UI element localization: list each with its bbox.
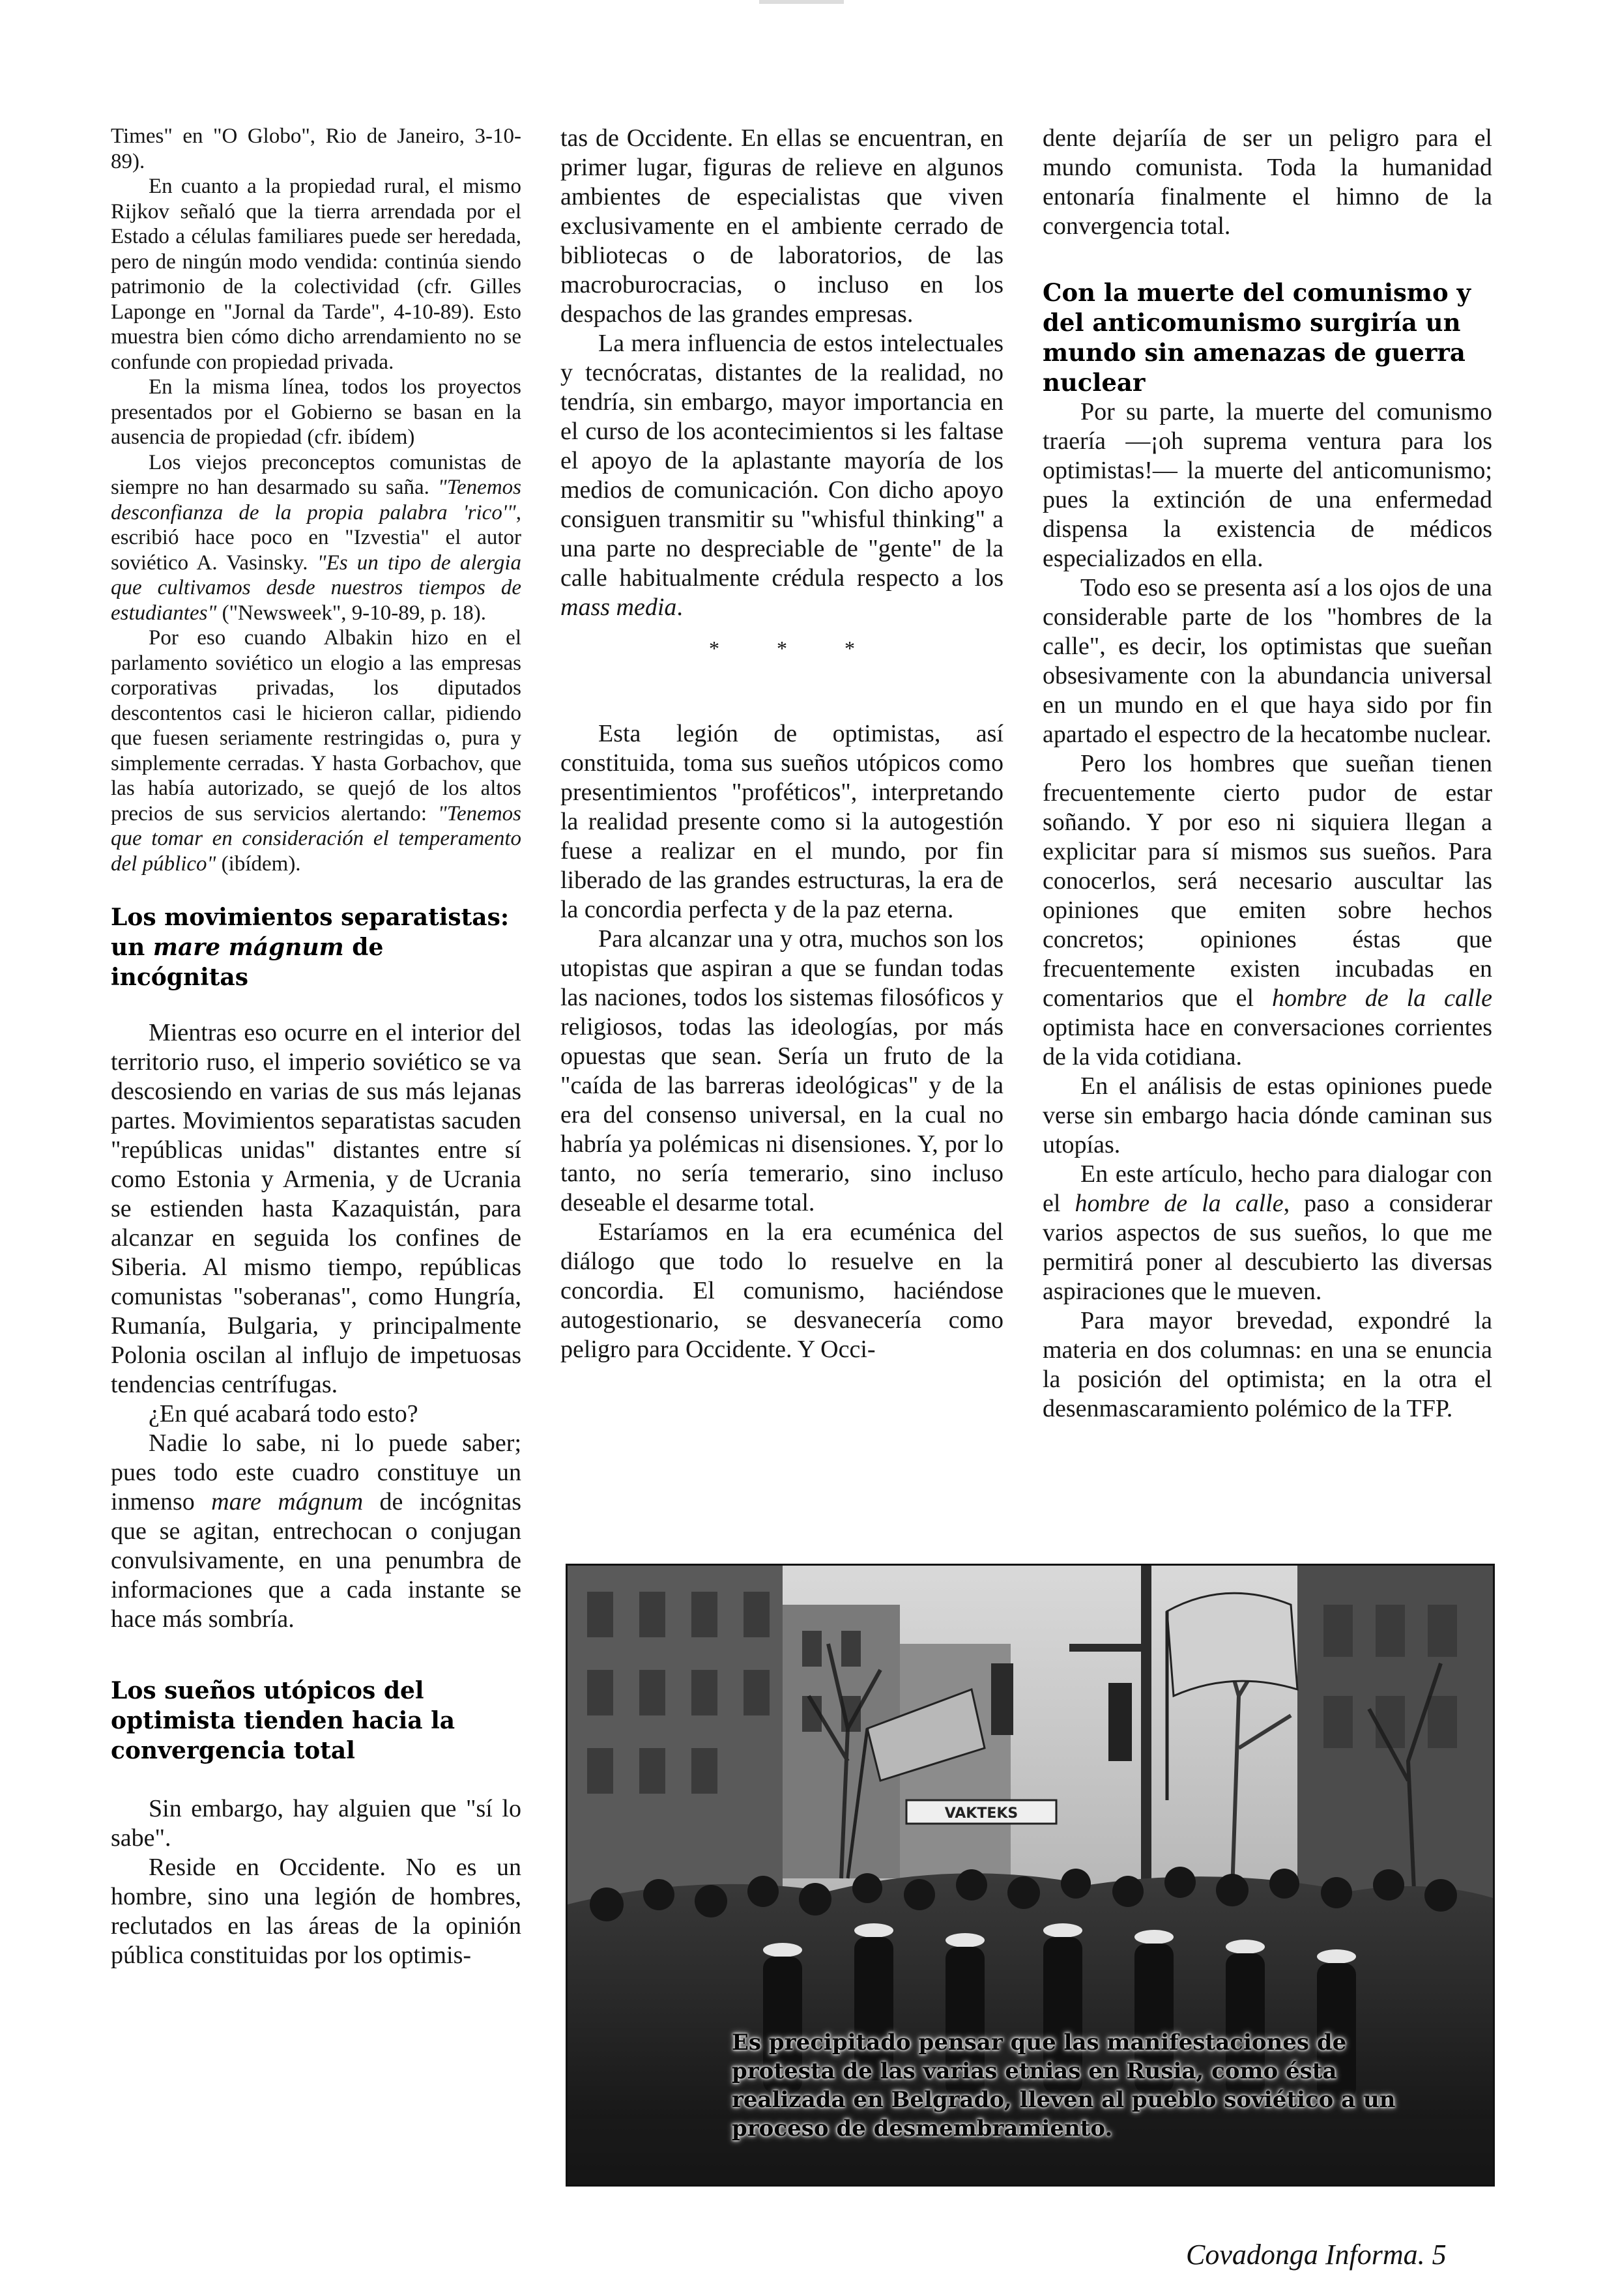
photo-caption: Es precipitado pensar que las manifestaciones de protesta de las varias etnias en Rusia, como ésta realizada en Belgrado, lleven al pueblo soviético a un proceso de desmembramiento.	[732, 2030, 1396, 2142]
p4-text-c: ("Newsweek", 9-10-89, p. 18).	[216, 601, 487, 625]
p4-text-b: , escribió hace poco en "Izvestia" el autor soviético A. Vasinsky.	[111, 500, 521, 575]
heading-utopian-dreams: Los sueños utópicos del optimista tienden hacia la convergencia total	[111, 1677, 455, 1764]
col3-paragraph-6	[1043, 1160, 1492, 1306]
column-3	[1043, 124, 1492, 1424]
col3-p6-italic: hombre de la calle	[1075, 1190, 1284, 1217]
p5-text-b: (ibídem).	[216, 852, 301, 876]
col1-paragraph-1: Times" en "O Globo", Rio de Janeiro, 3-10-89).	[111, 124, 521, 173]
col1-paragraph-3: En la misma línea, todos los proyectos presentados por el Gobierno se basan en la ausencia de propiedad (cfr. ibídem)	[111, 375, 521, 449]
col1-paragraph-7: ¿En qué acabará todo esto?	[149, 1400, 418, 1428]
col1-paragraph-4	[111, 450, 521, 626]
p8-text-a: Nadie lo sabe, ni lo puede saber; pues todo este cuadro constituye un inmenso	[111, 1429, 521, 1515]
col1-paragraph-6: Mientras eso ocurre en el interior del territorio ruso, el imperio soviético se va descosiendo en varias de sus más lejanas partes. Movimientos separatistas sacuden "repúblicas unidas" distantes entre sí como Estonia y Armenia, y de Ucrania se estienden hasta Kazaquistán, para alcanzar en seguida los confines de Siberia. Al mismo tiempo, repúblicas comunistas "soberanas", como Hungría, Rumanía, Bulgaria, y principalmente Polonia oscilan al influjo de impetuosas tendencias centrífugas.	[111, 1019, 521, 1398]
heading-separatist-movements	[111, 902, 521, 992]
protest-photo	[566, 1564, 1495, 2187]
p4-quote-1: "Tenemos desconfianza de la propia palabra 'rico'"	[111, 476, 521, 524]
col3-p6-text-b: , paso a considerar varios aspectos de sus sueños, lo que me permitirá poner al descubierto las diversas aspiraciones que le mueven.	[1043, 1190, 1492, 1305]
col3-paragraph-4	[1043, 749, 1492, 1072]
heading-1-text-b: de incógnitas	[111, 934, 384, 991]
col3-paragraph-5: En el análisis de estas opiniones puede verse sin embargo hacia dónde caminan sus utopías.	[1043, 1072, 1492, 1158]
col3-p4-text-b: optimista hace en conversaciones corrientes de la vida cotidiana.	[1043, 1014, 1492, 1070]
col3-paragraph-1: dente dejaríía de ser un peligro para el mundo comunista. Toda la humanidad entonaría finalmente el himno de la convergencia total.	[1043, 124, 1492, 240]
col2-paragraph-3: Esta legión de optimistas, así constituida, toma sus sueños utópicos como presentimientos "proféticos", interpretando la realidad presente como si la autogestión fuese a realizar en el mundo, por fin liberado de las grandes estructuras, la era de la concordia perfecta y de la paz eterna.	[560, 720, 1004, 923]
p8-italic: mare mágnum	[211, 1488, 364, 1515]
column-1	[111, 124, 521, 1970]
column-2	[560, 124, 1004, 1364]
column-1-large-text	[111, 1018, 521, 1634]
heading-1-text-a: Los movimientos separatistas: un	[111, 904, 510, 961]
col1-paragraph-5	[111, 625, 521, 876]
p8-text-b: de incógnitas que se agitan, entrechocan o conjugan convulsivamente, en una penumbra de informaciones que a cada instante se hace más sombría.	[111, 1488, 521, 1633]
heading-death-of-communism: Con la muerte del comunismo y del anticomunismo surgiría un mundo sin amenazas de guerra nuclear	[1043, 278, 1471, 397]
section-separator-stars: * * *	[709, 637, 881, 660]
p5-quote: "Tenemos que tomar en consideración el temperamento del público"	[111, 801, 521, 876]
col3-paragraph-3: Todo eso se presenta así a los ojos de una considerable parte de los "hombres de la calle", es decir, los optimistas que sueñan obsesivamente con la abundancia universal en un mundo en el que haya sido por fin apartado el espectro de la hecatombe nuclear.	[1043, 574, 1492, 748]
top-scan-mark	[759, 0, 844, 4]
col2-p2-italic: mass media	[560, 594, 677, 621]
p4-quote-2: "Es un tipo de alergia que cultivamos desde nuestros tiempos de estudiantes"	[111, 551, 521, 625]
col3-p4-italic: hombre de la calle	[1272, 984, 1492, 1012]
col2-p2-text-a: La mera influencia de estos intelectuales y tecnócratas, distantes de la realidad, no tendría, sin embargo, mayor importancia en el curso de los acontecimientos si les faltase el apoyo de la aplastante mayoría de los medios de comunicación. Con dicho apoyo consiguen transmitir su "whisful thinking" a una parte no despreciable de "gente" de la calle habitualmente crédula respecto a los	[560, 330, 1004, 592]
column-1-closing-text	[111, 1794, 521, 1970]
col1-paragraph-2: En cuanto a la propiedad rural, el mismo Rijkov señaló que la tierra arrendada por el Estado a células familiares puede ser heredada, pero de ningún modo vendida: continúa siendo patrimonio de la colectividad (cfr. Gilles Laponge en "Jornal da Tarde", 4-10-89). Esto muestra bien cómo dicho arrendamiento no se confunde con propiedad privada.	[111, 175, 521, 374]
col2-p2-text-b: .	[676, 594, 683, 621]
col2-paragraph-5: Estaríamos en la era ecuménica del diálogo que todo lo resuelve en la concordia. El comunismo, haciéndose autogestionario, se desvanecería como peligro para Occidente. Y Occi-	[560, 1218, 1004, 1363]
heading-1-italic: mare mágnum	[152, 934, 344, 961]
col2-paragraph-4: Para alcanzar una y otra, muchos son los utopistas que aspiran a que se fundan todas las naciones, todos los sistemas filosóficos y religiosos, todas las ideologías, por más opuestas que sean. Sería un fruto de la "caída de las barreras ideológicas" y de la era del consenso universal, en la cual no habría ya polémicas ni disensiones. Y, por lo tanto, no sería temerario, sino incluso deseable el desarme total.	[560, 925, 1004, 1216]
col1-paragraph-8	[111, 1429, 521, 1634]
col3-paragraph-2: Por su parte, la muerte del comunismo traería —¡oh suprema ventura para los optimistas!— la muerte del anticomunismo; pues la extinción de una enfermedad dispensa la existencia de médicos especializados en ella.	[1043, 398, 1492, 572]
col2-paragraph-2	[560, 329, 1004, 622]
col3-paragraph-7: Para mayor brevedad, expondré la materia en dos columnas: en una se enuncia la posición del optimista; en la otra el desenmascaramiento polémico de la TFP.	[1043, 1307, 1492, 1422]
col3-p6-text-a: En este artículo, hecho para dialogar con el	[1043, 1160, 1492, 1217]
page-footer-folio: Covadonga Informa. 5	[1186, 2239, 1447, 2271]
column-1-small-text	[111, 124, 521, 876]
p4-text-a: Los viejos preconceptos comunistas de siempre no han desarmado su saña.	[111, 450, 521, 499]
col3-p4-text-a: Pero los hombres que sueñan tienen frecuentemente cierto pudor de estar soñando. Y por eso ni siquiera llegan a explicitar para sí mismos sus sueños. Para conocerlos, será necesario auscultar las opiniones que emiten sobre hechos concretos; opiniones éstas que frecuentemente existen incubadas en comentarios que el	[1043, 750, 1492, 1012]
col1-paragraph-10: Reside en Occidente. No es un hombre, sino una legión de hombres, reclutados en las áreas de la opinión pública constituidas por los optimis-	[111, 1854, 521, 1969]
p5-text-a: Por eso cuando Albakin hizo en el parlamento soviético un elogio a las empresas corporativas privadas, los diputados descontentos casi le hicieron callar, pidiendo que fuesen seriamente restringidas o, pura y simplemente cerradas. Y hasta Gorbachov, que las había autorizado, se quejó de los altos precios de sus servicios alertando:	[111, 626, 521, 825]
shop-sign-text: VAKTEKS	[944, 1805, 1018, 1822]
col1-paragraph-9: Sin embargo, hay alguien que "sí lo sabe".	[111, 1795, 521, 1852]
col2-paragraph-1: tas de Occidente. En ellas se encuentran, en primer lugar, figuras de relieve en algunos ambientes de especialistas que viven exclusivamente en el ambiente cerrado de bibliotecas o de laboratorios, de las macroburocracias, o incluso en los despachos de las grandes empresas.	[560, 124, 1004, 328]
